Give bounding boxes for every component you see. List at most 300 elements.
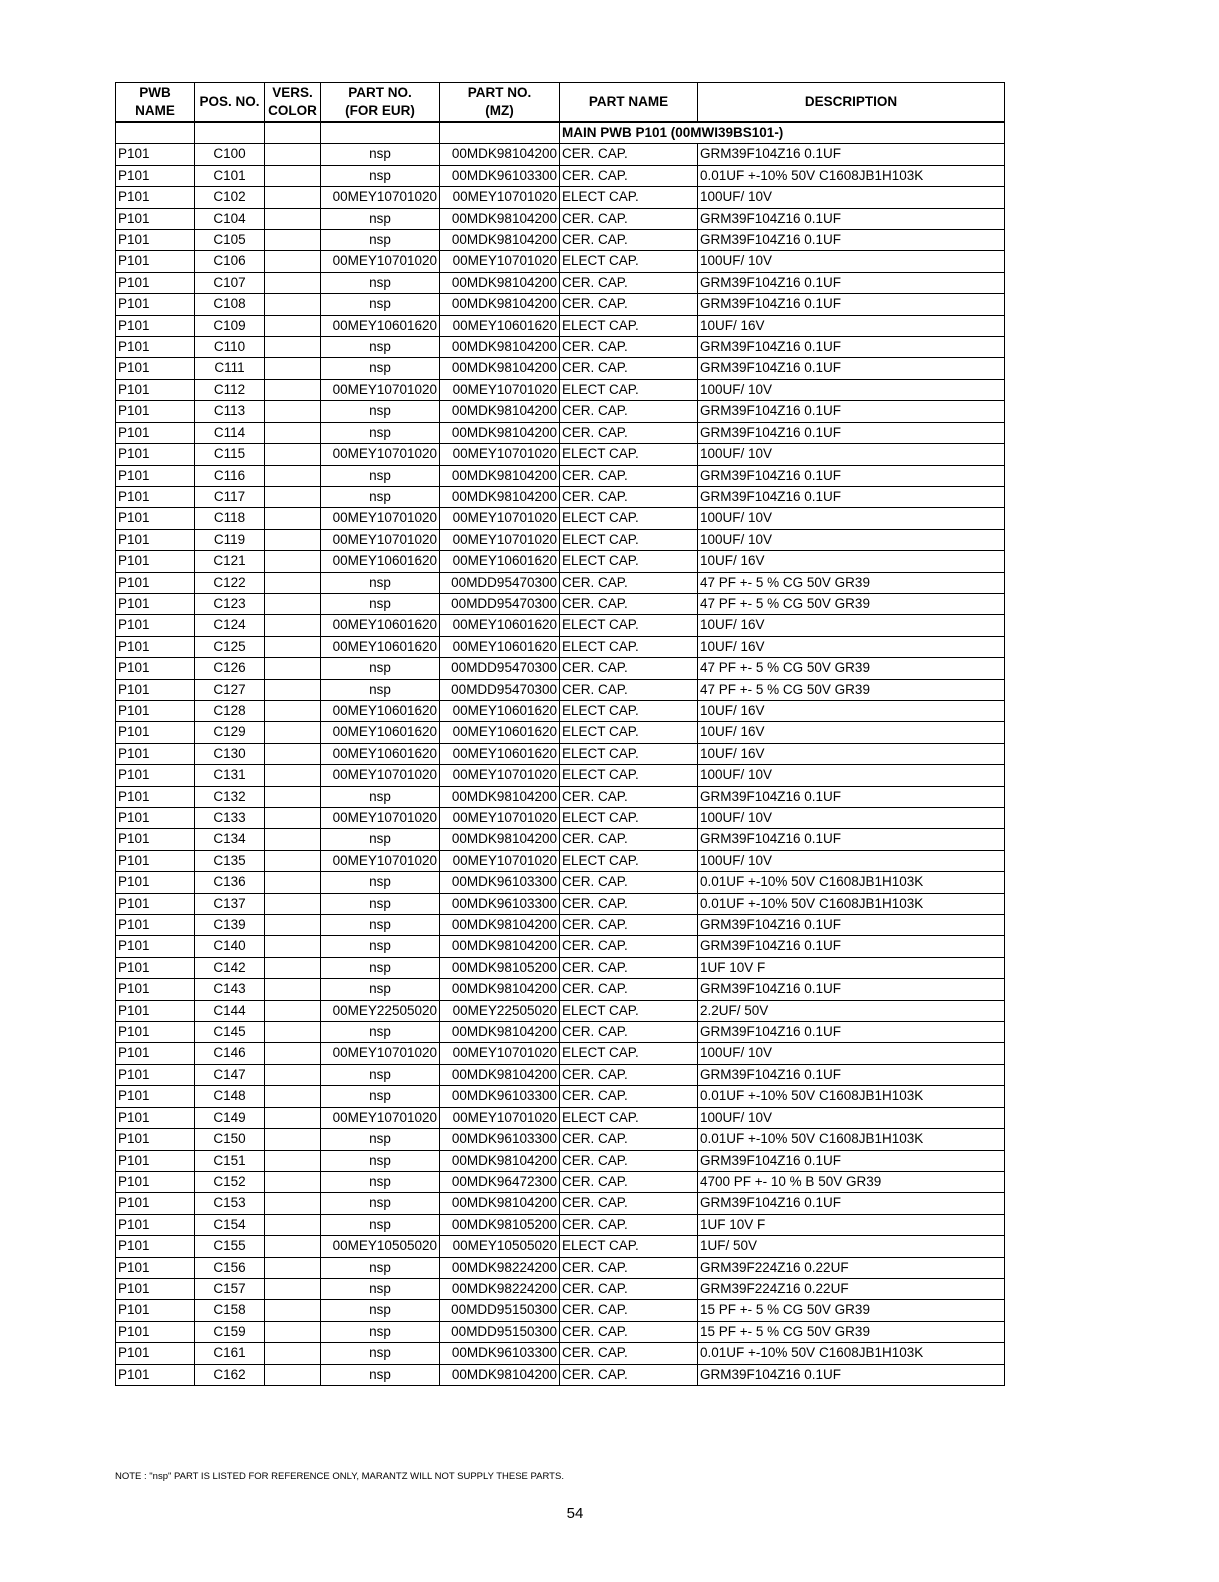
table-row	[116, 722, 1005, 743]
cell-pwb-name: P101	[116, 1321, 195, 1342]
cell-pwb-name: P101	[116, 743, 195, 764]
cell-part-no-mz: 00MDK98104200	[440, 358, 560, 379]
cell-part-no-mz: 00MDD95470300	[440, 679, 560, 700]
cell-pos-no: C131	[195, 765, 265, 786]
cell-vers-color	[265, 165, 321, 186]
table-row	[116, 765, 1005, 786]
table-row	[116, 1236, 1005, 1257]
cell-pwb-name: P101	[116, 1257, 195, 1278]
cell-description: 100UF/ 10V	[698, 444, 1005, 465]
cell-pos-no: C136	[195, 872, 265, 893]
cell-pos-no: C101	[195, 165, 265, 186]
cell-vers-color	[265, 786, 321, 807]
cell-part-no-eur: nsp	[321, 1150, 440, 1171]
cell-part-no-eur: nsp	[321, 1321, 440, 1342]
cell-part-name: CER. CAP.	[560, 1129, 698, 1150]
cell-part-no-mz: 00MDK98104200	[440, 1064, 560, 1085]
cell-pos-no: C108	[195, 294, 265, 315]
cell-description: GRM39F104Z16 0.1UF	[698, 272, 1005, 293]
cell-vers-color	[265, 401, 321, 422]
table-row	[116, 893, 1005, 914]
cell-pos-no: C124	[195, 615, 265, 636]
cell-description: 0.01UF +-10% 50V C1608JB1H103K	[698, 872, 1005, 893]
table-row	[116, 1278, 1005, 1299]
cell-description: 47 PF +- 5 % CG 50V GR39	[698, 572, 1005, 593]
cell-vers-color	[265, 465, 321, 486]
cell-part-no-eur: nsp	[321, 786, 440, 807]
table-row	[116, 915, 1005, 936]
cell-pwb-name: P101	[116, 658, 195, 679]
table-row	[116, 572, 1005, 593]
cell-part-no-eur: 00MEY10601620	[321, 315, 440, 336]
cell-pwb-name: P101	[116, 786, 195, 807]
cell-description: 10UF/ 16V	[698, 743, 1005, 764]
cell-vers-color	[265, 272, 321, 293]
cell-part-no-eur: 00MEY10701020	[321, 808, 440, 829]
table-row	[116, 251, 1005, 272]
cell-pos-no: C128	[195, 700, 265, 721]
cell-part-name: ELECT CAP.	[560, 850, 698, 871]
cell-part-no-eur: nsp	[321, 1257, 440, 1278]
table-row	[116, 1364, 1005, 1385]
cell-pos-no: C110	[195, 337, 265, 358]
cell-part-no-mz: 00MDK98104200	[440, 786, 560, 807]
cell-part-name: ELECT CAP.	[560, 1043, 698, 1064]
cell-vers-color	[265, 1193, 321, 1214]
table-row	[116, 337, 1005, 358]
cell-part-no-eur: nsp	[321, 936, 440, 957]
section-cell-empty	[116, 122, 195, 144]
cell-description: 47 PF +- 5 % CG 50V GR39	[698, 658, 1005, 679]
cell-vers-color	[265, 1236, 321, 1257]
cell-pwb-name: P101	[116, 615, 195, 636]
cell-part-no-eur: nsp	[321, 1278, 440, 1299]
cell-description: 0.01UF +-10% 50V C1608JB1H103K	[698, 893, 1005, 914]
cell-part-name: ELECT CAP.	[560, 508, 698, 529]
cell-pos-no: C102	[195, 187, 265, 208]
cell-part-no-mz: 00MDK96103300	[440, 872, 560, 893]
cell-vers-color	[265, 1257, 321, 1278]
cell-part-no-eur: 00MEY10701020	[321, 444, 440, 465]
cell-vers-color	[265, 230, 321, 251]
cell-pwb-name: P101	[116, 636, 195, 657]
cell-part-no-eur: nsp	[321, 658, 440, 679]
cell-pos-no: C100	[195, 144, 265, 165]
table-row	[116, 144, 1005, 165]
cell-pos-no: C139	[195, 915, 265, 936]
cell-pos-no: C121	[195, 551, 265, 572]
cell-vers-color	[265, 1171, 321, 1192]
table-row	[116, 872, 1005, 893]
cell-vers-color	[265, 1214, 321, 1235]
cell-part-name: CER. CAP.	[560, 893, 698, 914]
cell-vers-color	[265, 957, 321, 978]
cell-vers-color	[265, 486, 321, 507]
cell-part-no-eur: nsp	[321, 957, 440, 978]
cell-part-no-mz: 00MEY22505020	[440, 1000, 560, 1021]
cell-part-no-mz: 00MEY10701020	[440, 808, 560, 829]
cell-pwb-name: P101	[116, 829, 195, 850]
cell-pwb-name: P101	[116, 722, 195, 743]
cell-part-no-eur: nsp	[321, 593, 440, 614]
table-row	[116, 551, 1005, 572]
cell-vers-color	[265, 1107, 321, 1128]
cell-description: GRM39F104Z16 0.1UF	[698, 294, 1005, 315]
cell-vers-color	[265, 722, 321, 743]
cell-part-name: CER. CAP.	[560, 486, 698, 507]
cell-pwb-name: P101	[116, 872, 195, 893]
cell-description: GRM39F104Z16 0.1UF	[698, 230, 1005, 251]
cell-description: 15 PF +- 5 % CG 50V GR39	[698, 1321, 1005, 1342]
cell-pwb-name: P101	[116, 529, 195, 550]
cell-part-no-mz: 00MDK98224200	[440, 1257, 560, 1278]
header-description: DESCRIPTION	[698, 83, 1005, 123]
cell-description: GRM39F104Z16 0.1UF	[698, 1150, 1005, 1171]
cell-part-no-eur: nsp	[321, 208, 440, 229]
cell-part-no-mz: 00MDK96103300	[440, 1343, 560, 1364]
cell-description: 0.01UF +-10% 50V C1608JB1H103K	[698, 1086, 1005, 1107]
cell-pwb-name: P101	[116, 1343, 195, 1364]
table-row	[116, 1150, 1005, 1171]
cell-pwb-name: P101	[116, 1150, 195, 1171]
cell-part-no-eur: nsp	[321, 294, 440, 315]
cell-part-name: CER. CAP.	[560, 658, 698, 679]
cell-pos-no: C147	[195, 1064, 265, 1085]
cell-pwb-name: P101	[116, 230, 195, 251]
table-row	[116, 1171, 1005, 1192]
cell-part-no-eur: nsp	[321, 1343, 440, 1364]
cell-pos-no: C113	[195, 401, 265, 422]
cell-part-name: ELECT CAP.	[560, 529, 698, 550]
table-row	[116, 1043, 1005, 1064]
header-pwb-name-line2: NAME	[135, 103, 175, 118]
cell-pos-no: C150	[195, 1129, 265, 1150]
header-vers-color	[265, 83, 321, 123]
cell-pwb-name: P101	[116, 1022, 195, 1043]
cell-part-no-mz: 00MDK98104200	[440, 1022, 560, 1043]
cell-pwb-name: P101	[116, 208, 195, 229]
cell-pos-no: C107	[195, 272, 265, 293]
cell-pwb-name: P101	[116, 1193, 195, 1214]
cell-part-no-mz: 00MDK98104200	[440, 272, 560, 293]
cell-description: GRM39F104Z16 0.1UF	[698, 829, 1005, 850]
cell-part-name: CER. CAP.	[560, 1214, 698, 1235]
cell-part-no-mz: 00MDK96103300	[440, 165, 560, 186]
cell-pwb-name: P101	[116, 1043, 195, 1064]
table-row	[116, 700, 1005, 721]
header-vers-color-line1: VERS.	[272, 85, 313, 100]
cell-pos-no: C118	[195, 508, 265, 529]
cell-pos-no: C145	[195, 1022, 265, 1043]
cell-description: 100UF/ 10V	[698, 808, 1005, 829]
cell-part-name: CER. CAP.	[560, 1064, 698, 1085]
cell-part-no-eur: nsp	[321, 422, 440, 443]
cell-part-name: CER. CAP.	[560, 272, 698, 293]
cell-vers-color	[265, 765, 321, 786]
table-row	[116, 379, 1005, 400]
cell-description: 4700 PF +- 10 % B 50V GR39	[698, 1171, 1005, 1192]
cell-part-no-mz: 00MEY10601620	[440, 743, 560, 764]
cell-part-no-mz: 00MDK98104200	[440, 401, 560, 422]
cell-part-no-eur: nsp	[321, 979, 440, 1000]
cell-part-no-mz: 00MEY10601620	[440, 700, 560, 721]
cell-part-no-mz: 00MDK98104200	[440, 829, 560, 850]
cell-pos-no: C156	[195, 1257, 265, 1278]
cell-pwb-name: P101	[116, 1086, 195, 1107]
cell-part-no-eur: nsp	[321, 1193, 440, 1214]
cell-part-name: ELECT CAP.	[560, 251, 698, 272]
footnote: NOTE : "nsp" PART IS LISTED FOR REFERENCE ONLY, MARANTZ WILL NOT SUPPLY THESE PARTS.	[115, 1471, 564, 1482]
cell-part-no-eur: nsp	[321, 1022, 440, 1043]
table-row	[116, 1214, 1005, 1235]
cell-part-no-mz: 00MDK98104200	[440, 1150, 560, 1171]
cell-vers-color	[265, 636, 321, 657]
cell-description: 10UF/ 16V	[698, 636, 1005, 657]
cell-part-name: ELECT CAP.	[560, 743, 698, 764]
cell-part-no-eur: nsp	[321, 165, 440, 186]
cell-pwb-name: P101	[116, 401, 195, 422]
cell-pwb-name: P101	[116, 957, 195, 978]
cell-vers-color	[265, 315, 321, 336]
cell-description: 2.2UF/ 50V	[698, 1000, 1005, 1021]
table-row	[116, 957, 1005, 978]
cell-part-name: ELECT CAP.	[560, 444, 698, 465]
cell-part-no-eur: 00MEY10701020	[321, 850, 440, 871]
cell-pwb-name: P101	[116, 1171, 195, 1192]
cell-part-name: CER. CAP.	[560, 1278, 698, 1299]
table-row	[116, 294, 1005, 315]
cell-part-name: ELECT CAP.	[560, 315, 698, 336]
cell-part-name: CER. CAP.	[560, 1300, 698, 1321]
cell-part-name: CER. CAP.	[560, 979, 698, 1000]
cell-pwb-name: P101	[116, 593, 195, 614]
cell-description: GRM39F104Z16 0.1UF	[698, 1022, 1005, 1043]
cell-part-no-eur: 00MEY10601620	[321, 636, 440, 657]
cell-part-name: CER. CAP.	[560, 208, 698, 229]
cell-vers-color	[265, 1086, 321, 1107]
cell-part-name: CER. CAP.	[560, 144, 698, 165]
cell-part-no-eur: 00MEY10701020	[321, 187, 440, 208]
table-row	[116, 465, 1005, 486]
cell-part-no-eur: nsp	[321, 337, 440, 358]
cell-part-no-eur: nsp	[321, 915, 440, 936]
cell-pwb-name: P101	[116, 1129, 195, 1150]
cell-part-no-mz: 00MDK98104200	[440, 337, 560, 358]
cell-part-no-mz: 00MDK98104200	[440, 979, 560, 1000]
cell-description: GRM39F104Z16 0.1UF	[698, 915, 1005, 936]
cell-pos-no: C126	[195, 658, 265, 679]
cell-part-no-eur: nsp	[321, 1171, 440, 1192]
cell-vers-color	[265, 743, 321, 764]
section-cell-empty	[321, 122, 440, 144]
cell-part-no-eur: 00MEY10701020	[321, 1107, 440, 1128]
cell-vers-color	[265, 1129, 321, 1150]
cell-vers-color	[265, 679, 321, 700]
cell-description: GRM39F104Z16 0.1UF	[698, 422, 1005, 443]
cell-pos-no: C135	[195, 850, 265, 871]
cell-pos-no: C114	[195, 422, 265, 443]
cell-part-no-eur: nsp	[321, 1364, 440, 1385]
cell-pos-no: C109	[195, 315, 265, 336]
cell-pos-no: C127	[195, 679, 265, 700]
cell-part-no-mz: 00MDD95470300	[440, 593, 560, 614]
cell-description: 100UF/ 10V	[698, 1043, 1005, 1064]
cell-part-no-eur: nsp	[321, 679, 440, 700]
cell-pos-no: C125	[195, 636, 265, 657]
cell-part-name: ELECT CAP.	[560, 1107, 698, 1128]
cell-description: 100UF/ 10V	[698, 379, 1005, 400]
cell-part-no-mz: 00MDK98224200	[440, 1278, 560, 1299]
table-row	[116, 1300, 1005, 1321]
cell-part-no-mz: 00MDK98104200	[440, 230, 560, 251]
cell-part-no-mz: 00MEY10505020	[440, 1236, 560, 1257]
cell-vers-color	[265, 208, 321, 229]
table-row	[116, 936, 1005, 957]
cell-description: GRM39F104Z16 0.1UF	[698, 486, 1005, 507]
cell-part-no-mz: 00MEY10701020	[440, 1107, 560, 1128]
cell-part-no-mz: 00MDD95150300	[440, 1321, 560, 1342]
cell-part-no-eur: nsp	[321, 1214, 440, 1235]
cell-part-name: CER. CAP.	[560, 593, 698, 614]
cell-pos-no: C152	[195, 1171, 265, 1192]
cell-description: 47 PF +- 5 % CG 50V GR39	[698, 593, 1005, 614]
cell-pos-no: C106	[195, 251, 265, 272]
cell-part-no-eur: 00MEY10505020	[321, 1236, 440, 1257]
cell-vers-color	[265, 1022, 321, 1043]
cell-pos-no: C154	[195, 1214, 265, 1235]
cell-part-no-eur: nsp	[321, 893, 440, 914]
cell-part-name: CER. CAP.	[560, 422, 698, 443]
page-number: 54	[566, 1505, 584, 1522]
cell-pwb-name: P101	[116, 572, 195, 593]
cell-vers-color	[265, 615, 321, 636]
cell-pwb-name: P101	[116, 422, 195, 443]
cell-part-no-eur: 00MEY10701020	[321, 251, 440, 272]
cell-vers-color	[265, 1000, 321, 1021]
cell-part-no-eur: 00MEY10701020	[321, 765, 440, 786]
cell-part-no-eur: nsp	[321, 1300, 440, 1321]
cell-part-no-mz: 00MDK98104200	[440, 144, 560, 165]
cell-part-no-eur: nsp	[321, 872, 440, 893]
cell-description: 1UF/ 50V	[698, 1236, 1005, 1257]
cell-pos-no: C140	[195, 936, 265, 957]
table-row	[116, 315, 1005, 336]
cell-part-no-mz: 00MDD95470300	[440, 658, 560, 679]
cell-vers-color	[265, 979, 321, 1000]
table-row	[116, 636, 1005, 657]
cell-pwb-name: P101	[116, 1364, 195, 1385]
cell-pos-no: C143	[195, 979, 265, 1000]
cell-part-no-mz: 00MEY10701020	[440, 508, 560, 529]
cell-part-no-mz: 00MEY10701020	[440, 379, 560, 400]
cell-description: GRM39F104Z16 0.1UF	[698, 1064, 1005, 1085]
table-row	[116, 786, 1005, 807]
table-row	[116, 615, 1005, 636]
cell-pwb-name: P101	[116, 979, 195, 1000]
cell-vers-color	[265, 508, 321, 529]
cell-pwb-name: P101	[116, 850, 195, 871]
table-row	[116, 208, 1005, 229]
cell-part-name: CER. CAP.	[560, 1022, 698, 1043]
header-pwb-name	[116, 83, 195, 123]
cell-pwb-name: P101	[116, 808, 195, 829]
cell-description: GRM39F104Z16 0.1UF	[698, 979, 1005, 1000]
section-title: MAIN PWB P101 (00MWI39BS101-)	[560, 122, 1005, 144]
cell-vers-color	[265, 422, 321, 443]
cell-part-no-mz: 00MDK98104200	[440, 1364, 560, 1385]
cell-part-no-eur: nsp	[321, 358, 440, 379]
cell-part-no-mz: 00MEY10701020	[440, 444, 560, 465]
cell-pwb-name: P101	[116, 294, 195, 315]
cell-description: GRM39F104Z16 0.1UF	[698, 936, 1005, 957]
cell-part-name: ELECT CAP.	[560, 700, 698, 721]
cell-part-no-mz: 00MDK98104200	[440, 422, 560, 443]
cell-pwb-name: P101	[116, 1214, 195, 1235]
table-row	[116, 1000, 1005, 1021]
table-row	[116, 829, 1005, 850]
cell-pos-no: C105	[195, 230, 265, 251]
cell-part-name: CER. CAP.	[560, 1086, 698, 1107]
cell-pwb-name: P101	[116, 272, 195, 293]
table-row	[116, 1107, 1005, 1128]
cell-description: GRM39F104Z16 0.1UF	[698, 465, 1005, 486]
section-cell-empty	[440, 122, 560, 144]
cell-part-no-mz: 00MDK96103300	[440, 1129, 560, 1150]
table-row	[116, 1321, 1005, 1342]
cell-pwb-name: P101	[116, 358, 195, 379]
cell-pos-no: C148	[195, 1086, 265, 1107]
cell-part-no-eur: nsp	[321, 401, 440, 422]
cell-description: GRM39F104Z16 0.1UF	[698, 337, 1005, 358]
cell-pwb-name: P101	[116, 1278, 195, 1299]
cell-pos-no: C133	[195, 808, 265, 829]
cell-vers-color	[265, 337, 321, 358]
cell-part-name: ELECT CAP.	[560, 808, 698, 829]
table-row	[116, 1343, 1005, 1364]
cell-part-name: ELECT CAP.	[560, 379, 698, 400]
cell-pos-no: C146	[195, 1043, 265, 1064]
cell-part-no-mz: 00MEY10701020	[440, 1043, 560, 1064]
cell-part-name: CER. CAP.	[560, 915, 698, 936]
cell-vers-color	[265, 829, 321, 850]
cell-pwb-name: P101	[116, 444, 195, 465]
cell-description: 10UF/ 16V	[698, 700, 1005, 721]
cell-description: GRM39F104Z16 0.1UF	[698, 401, 1005, 422]
cell-part-name: CER. CAP.	[560, 358, 698, 379]
table-row	[116, 1193, 1005, 1214]
cell-pwb-name: P101	[116, 144, 195, 165]
cell-description: 100UF/ 10V	[698, 850, 1005, 871]
cell-description: GRM39F104Z16 0.1UF	[698, 144, 1005, 165]
cell-vers-color	[265, 1278, 321, 1299]
cell-part-name: CER. CAP.	[560, 1343, 698, 1364]
cell-part-no-mz: 00MDK98104200	[440, 486, 560, 507]
cell-description: 15 PF +- 5 % CG 50V GR39	[698, 1300, 1005, 1321]
cell-pos-no: C159	[195, 1321, 265, 1342]
cell-pos-no: C134	[195, 829, 265, 850]
cell-part-no-eur: 00MEY10601620	[321, 615, 440, 636]
cell-part-no-eur: nsp	[321, 1064, 440, 1085]
cell-vers-color	[265, 572, 321, 593]
cell-pos-no: C144	[195, 1000, 265, 1021]
cell-part-name: CER. CAP.	[560, 294, 698, 315]
header-pwb-name-line1: PWB	[139, 85, 171, 100]
cell-part-no-eur: nsp	[321, 272, 440, 293]
section-cell-empty	[195, 122, 265, 144]
header-part-name: PART NAME	[560, 83, 698, 123]
cell-vers-color	[265, 915, 321, 936]
cell-vers-color	[265, 358, 321, 379]
